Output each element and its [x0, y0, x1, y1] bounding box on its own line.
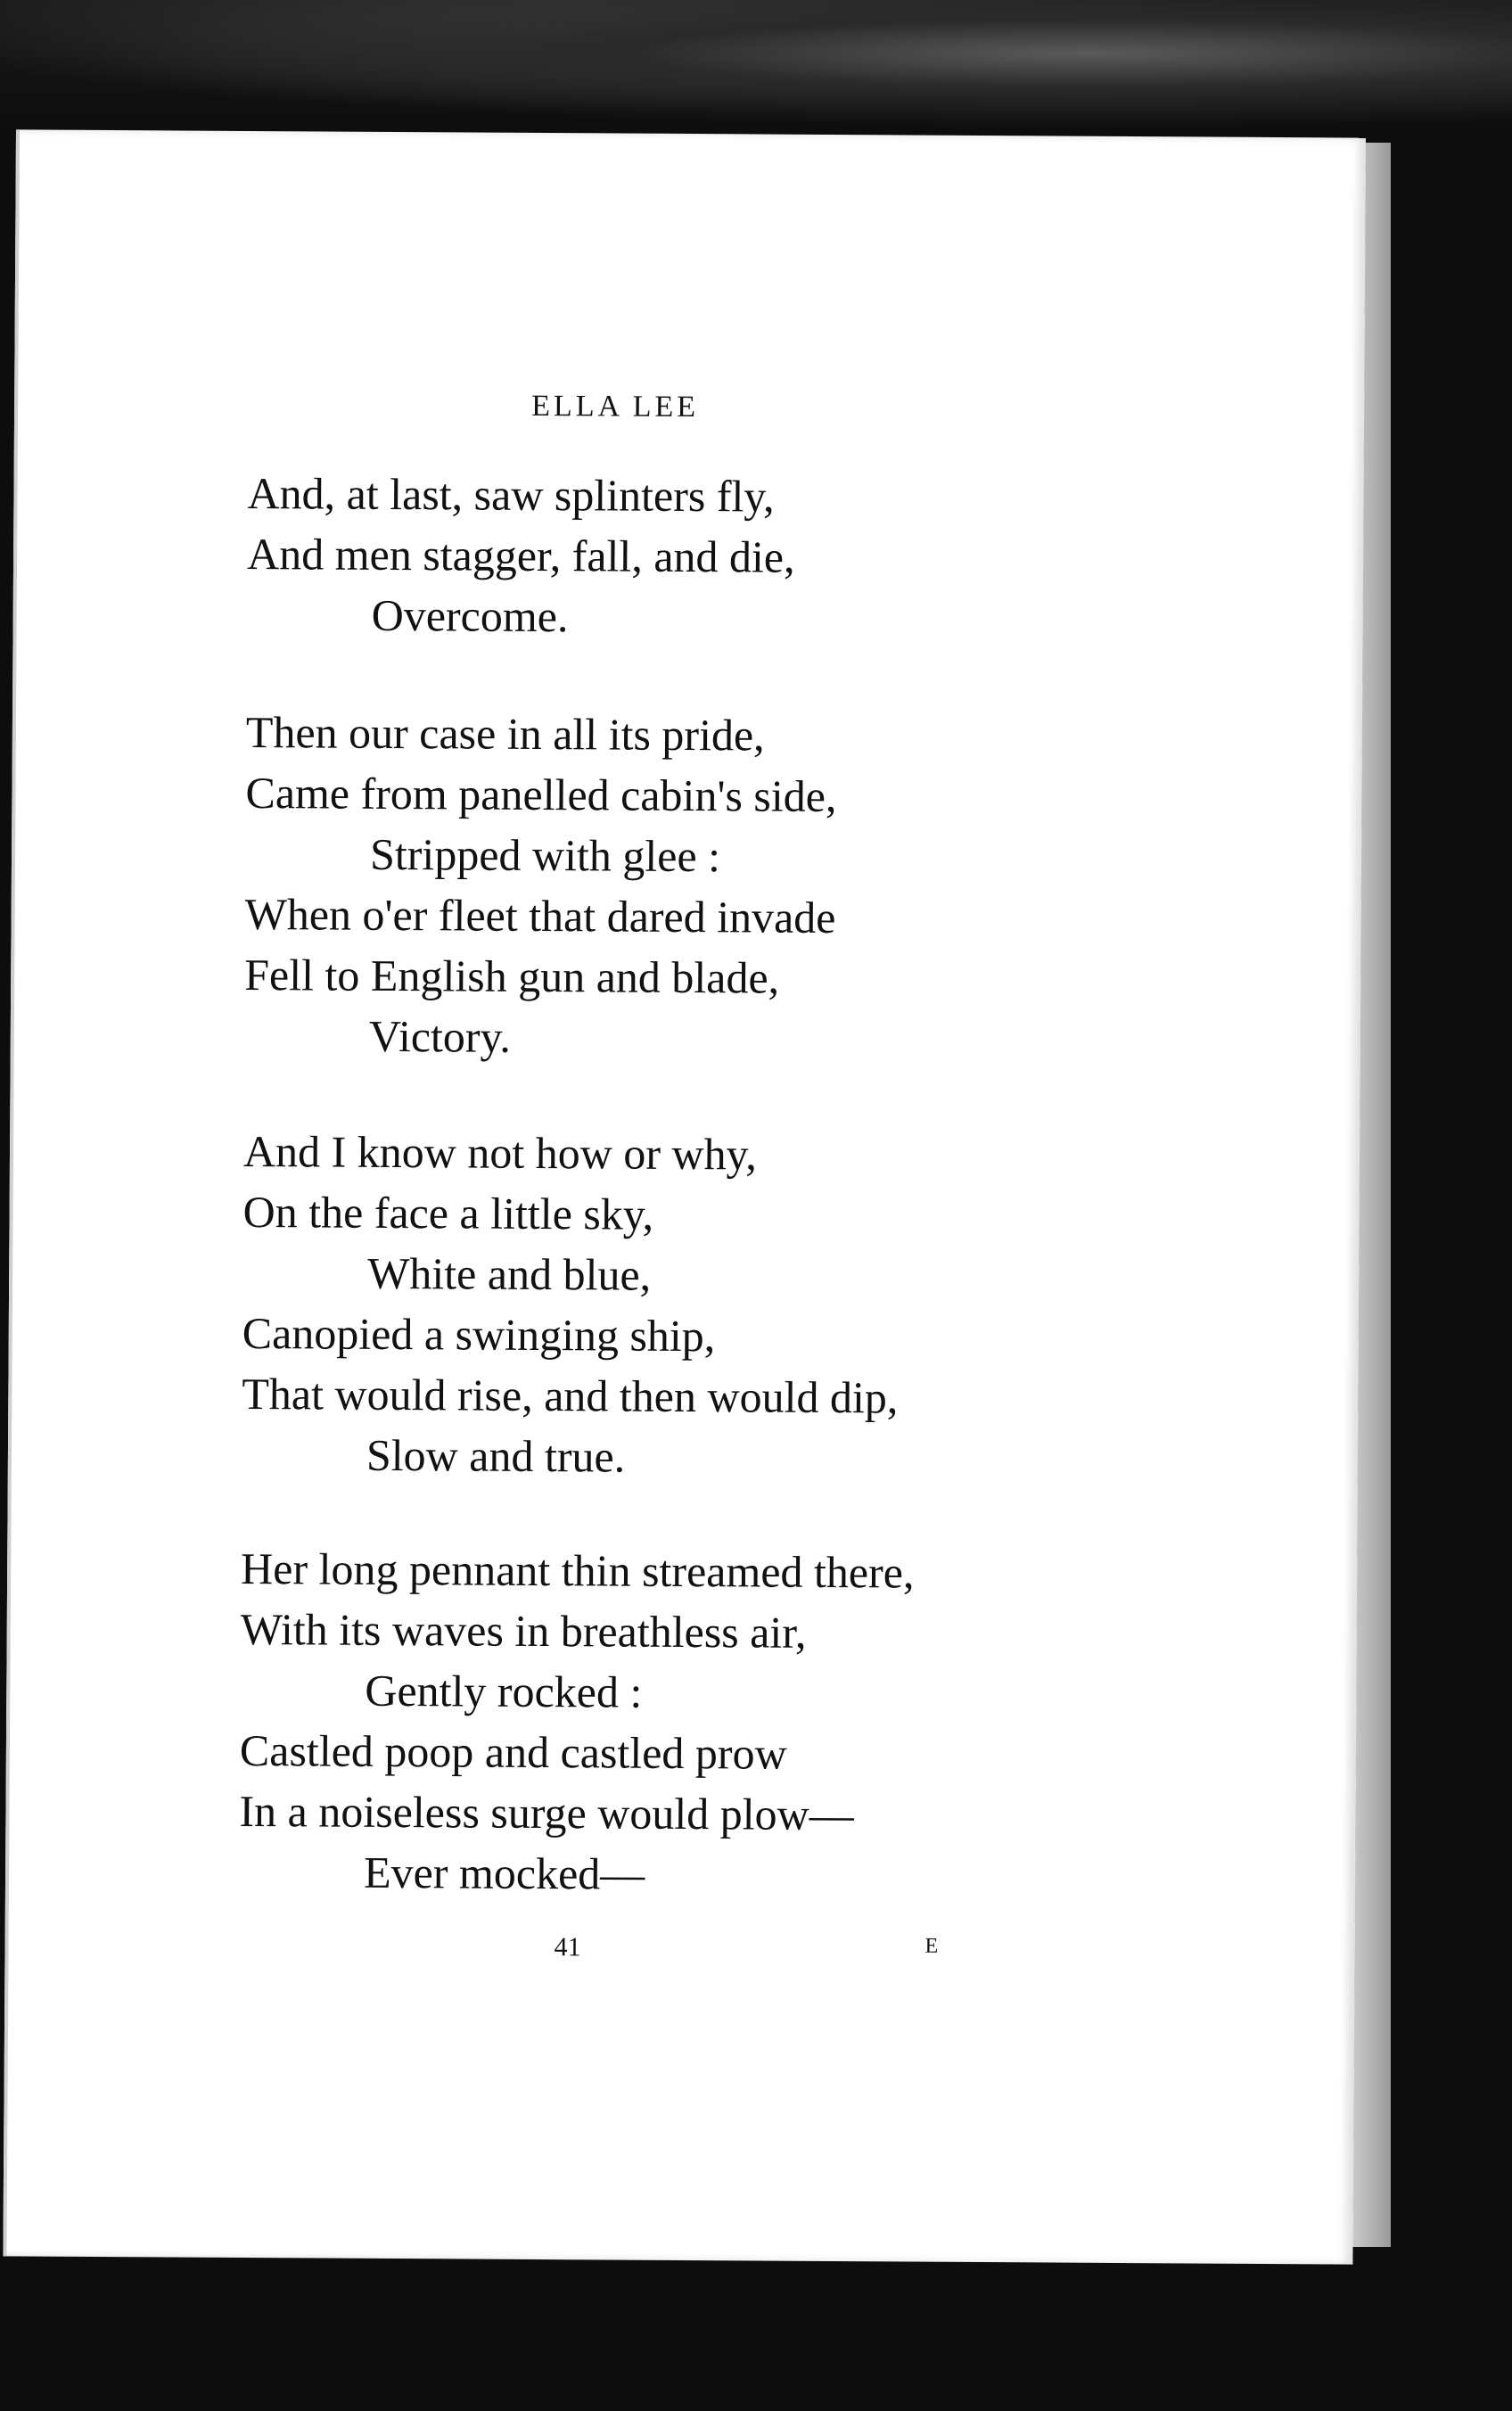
poem-line-refrain: Overcome. [371, 589, 569, 642]
page-footer [8, 1929, 1354, 1972]
poem-line: When o'er fleet that dared invade [244, 888, 836, 943]
stanza-2 [244, 702, 1334, 1072]
stanza-4 [239, 1538, 1328, 1908]
poem-line: Her long pennant thin streamed there, [240, 1543, 915, 1598]
scan-background-top [0, 0, 1512, 134]
poem-line-refrain: Stripped with glee : [369, 828, 721, 882]
poem-line: That would rise, and then would dip, [242, 1368, 899, 1423]
stanza-3 [242, 1121, 1331, 1491]
poem-line-refrain: Ever mocked— [363, 1847, 645, 1899]
poem-line: Then our case in all its pride, [245, 706, 765, 761]
poem-line-refrain: Slow and true. [366, 1429, 626, 1482]
poem-line: And men stagger, fall, and die, [246, 528, 795, 582]
page-number: 41 [554, 1932, 581, 1963]
poem-line: And, at last, saw splinters fly, [247, 467, 775, 522]
stanza-1 [246, 463, 1335, 651]
poem-line: On the face a little sky, [242, 1186, 654, 1239]
poem-line-refrain: Victory. [368, 1010, 511, 1062]
running-head: ELLA LEE [531, 389, 700, 424]
poem-line: And I know not how or why, [242, 1125, 758, 1180]
book-page [3, 129, 1366, 2264]
signature-mark: E [924, 1934, 940, 1958]
poem-line: Canopied a swinging ship, [242, 1307, 716, 1362]
poem-line: Castled poop and castled prow [239, 1724, 787, 1779]
poem-line-refrain: Gently rocked : [365, 1665, 643, 1717]
poem-line: With its waves in breathless air, [240, 1603, 807, 1658]
poem-line: Came from panelled cabin's side, [245, 767, 837, 822]
poem-line: Fell to English gun and blade, [244, 949, 780, 1003]
poem-line-refrain: White and blue, [367, 1247, 652, 1300]
poem-line: In a noiseless surge would plow— [239, 1785, 854, 1840]
